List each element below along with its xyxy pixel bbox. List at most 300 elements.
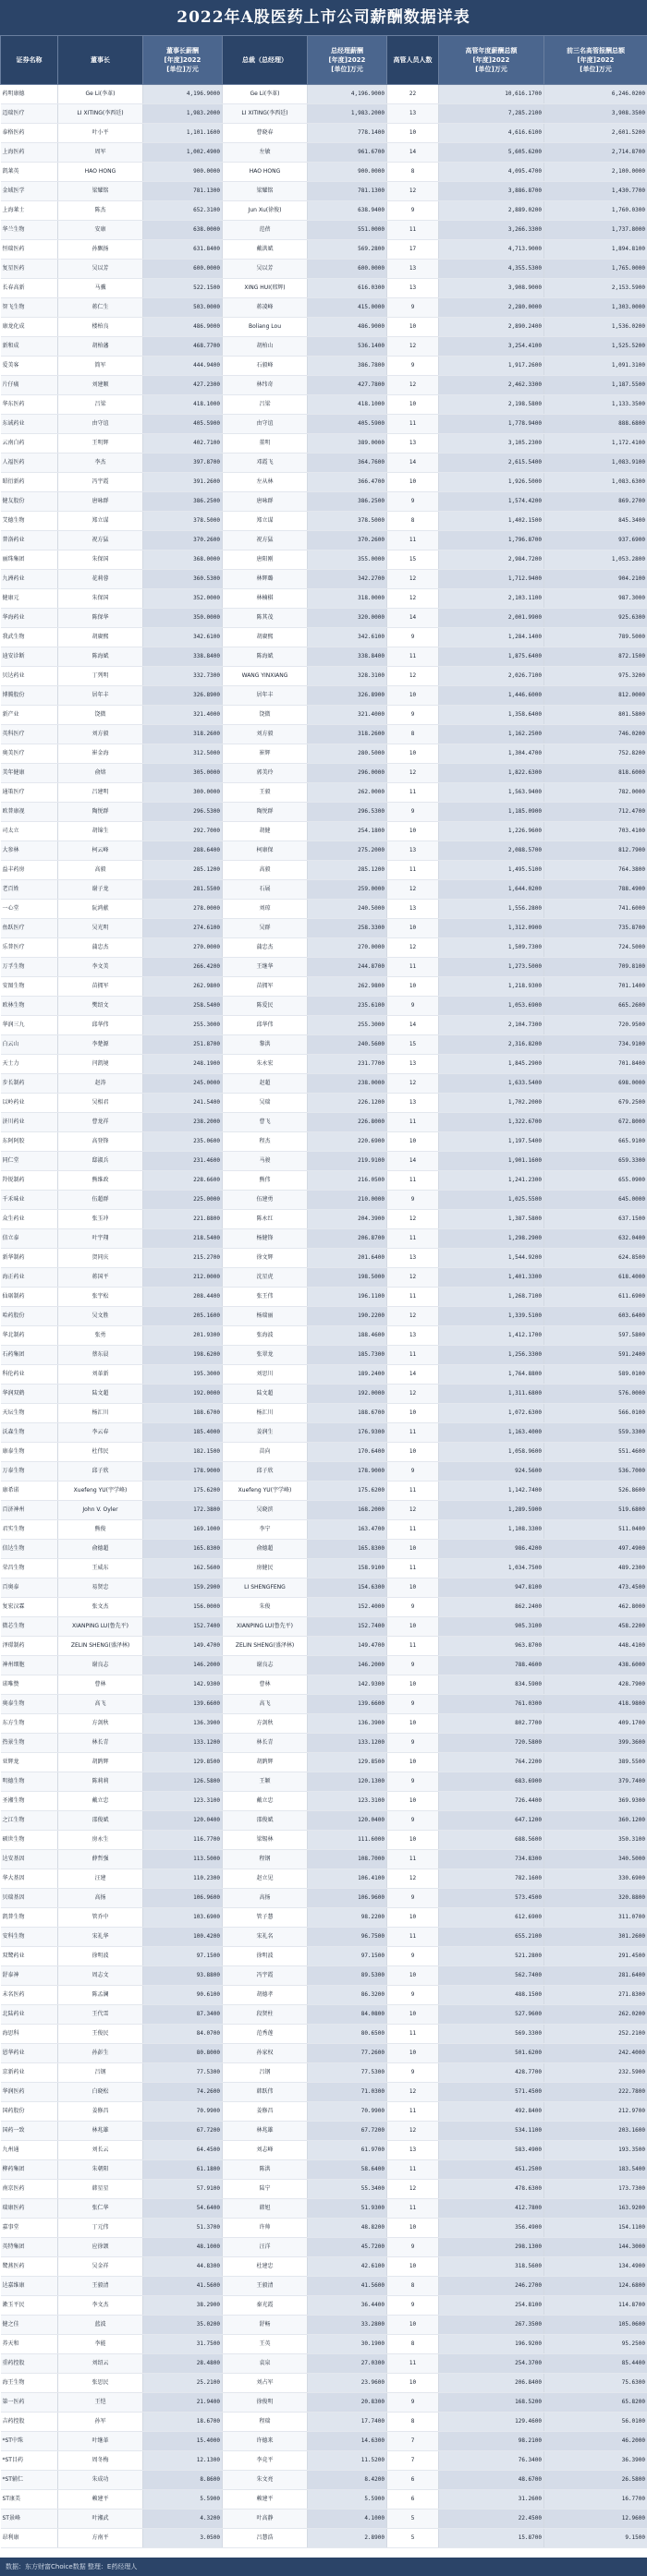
- table-cell: 信达生物: [1, 1540, 58, 1559]
- table-cell: 科伦药业: [1, 1365, 58, 1385]
- table-cell: 12: [387, 667, 439, 686]
- table-cell: 133.1200: [143, 1734, 223, 1753]
- table-cell: 11: [387, 1423, 439, 1443]
- table-cell: 哈药股份: [1, 1307, 58, 1326]
- table-cell: 王威东: [58, 1559, 143, 1578]
- table-cell: 448.4100: [544, 1637, 647, 1656]
- table-cell: 1,218.9300: [439, 977, 544, 997]
- table-cell: 林兆雄: [223, 2122, 308, 2141]
- table-cell: 高登锋: [58, 1132, 143, 1152]
- table-row: [1, 337, 647, 357]
- table-cell: 318.2600: [143, 725, 223, 744]
- table-row: [1, 2354, 647, 2374]
- table-cell: 薛哲强: [58, 1850, 143, 1869]
- table-cell: 南京医药: [1, 2180, 58, 2199]
- table-cell: 刘长云: [58, 2141, 143, 2160]
- table-cell: 林纬奇: [223, 376, 308, 395]
- table-cell: 106.4100: [308, 1869, 387, 1889]
- table-cell: 东方生物: [1, 1714, 58, 1734]
- table-row: [1, 395, 647, 415]
- table-cell: 139.6600: [308, 1695, 387, 1714]
- table-cell: 281.6400: [544, 1966, 647, 1986]
- table-row: [1, 221, 647, 240]
- table-cell: 10: [387, 919, 439, 938]
- table-cell: 王毅清: [58, 2277, 143, 2296]
- table-cell: 沃森生物: [1, 1423, 58, 1443]
- table-cell: 551.0000: [308, 221, 387, 240]
- table-cell: 569.2800: [308, 240, 387, 260]
- table-cell: 142.9300: [143, 1675, 223, 1695]
- table-cell: 凯普生物: [1, 1908, 58, 1928]
- table-cell: 10,616.1700: [439, 85, 544, 104]
- table-cell: 2,890.2400: [439, 318, 544, 337]
- table-cell: 吴以芳: [223, 260, 308, 279]
- table-cell: 达嘉维康: [1, 2277, 58, 2296]
- table-cell: 马骏: [223, 1152, 308, 1171]
- table-cell: 4,196.9000: [143, 85, 223, 104]
- table-cell: 我武生物: [1, 628, 58, 647]
- table-cell: 176.9300: [308, 1423, 387, 1443]
- table-cell: 1,025.5500: [439, 1191, 544, 1210]
- table-row: [1, 434, 647, 454]
- table-cell: 93.8800: [143, 1966, 223, 1986]
- table-cell: 142.9300: [308, 1675, 387, 1695]
- table-cell: 张思民: [58, 2374, 143, 2393]
- table-row: [1, 1559, 647, 1578]
- table-cell: 13: [387, 1249, 439, 1268]
- table-cell: 徐明波: [223, 1947, 308, 1966]
- table-cell: 王英: [223, 2335, 308, 2354]
- table-cell: 第一医药: [1, 2393, 58, 2413]
- table-cell: 百济神州: [1, 1501, 58, 1520]
- table-row: [1, 2025, 647, 2044]
- table-cell: 热景生物: [1, 1734, 58, 1753]
- table-cell: 752.8200: [544, 744, 647, 764]
- table-row: [1, 2277, 647, 2296]
- table-cell: 之江生物: [1, 1811, 58, 1831]
- table-cell: 3,886.8700: [439, 182, 544, 201]
- table-cell: 谢良志: [223, 1656, 308, 1675]
- table-row: [1, 2180, 647, 2199]
- table-cell: 862.2400: [439, 1598, 544, 1617]
- table-cell: 734.8300: [439, 1850, 544, 1869]
- table-cell: 11: [387, 1113, 439, 1132]
- table-cell: 刘占军: [223, 2374, 308, 2393]
- table-row: [1, 357, 647, 376]
- table-cell: 781.1300: [143, 182, 223, 201]
- table-cell: 11: [387, 861, 439, 880]
- table-cell: 熊伟: [223, 1171, 308, 1191]
- table-cell: 1,273.5000: [439, 958, 544, 977]
- table-cell: 梁耀铭: [58, 182, 143, 201]
- table-cell: 986.4200: [439, 1540, 544, 1559]
- table-cell: 305.0000: [143, 764, 223, 783]
- table-cell: 11: [387, 1520, 439, 1540]
- table-cell: 262.9800: [143, 977, 223, 997]
- table-cell: WANG YINXIANG: [223, 667, 308, 686]
- table-row: [1, 318, 647, 337]
- table-cell: 10: [387, 744, 439, 764]
- table-row: [1, 2044, 647, 2063]
- table-cell: 王恺: [58, 2393, 143, 2413]
- table-cell: 恩华药业: [1, 2044, 58, 2063]
- table-cell: 318.0000: [308, 589, 387, 609]
- table-cell: 俞德超: [223, 1540, 308, 1559]
- table-row: [1, 2122, 647, 2141]
- table-cell: 65.8200: [544, 2393, 647, 2413]
- table-cell: 凯莱英: [1, 163, 58, 182]
- table-cell: 741.6000: [544, 900, 647, 919]
- table-row: [1, 104, 647, 124]
- table-cell: 高飞: [58, 1695, 143, 1714]
- table-cell: 9: [387, 628, 439, 647]
- table-cell: 218.5400: [143, 1229, 223, 1249]
- table-cell: 80.6500: [308, 2025, 387, 2044]
- table-cell: *ST目药: [1, 2451, 58, 2471]
- table-cell: 赵超: [223, 1074, 308, 1094]
- table-cell: 326.8900: [308, 686, 387, 706]
- table-cell: 342.2700: [308, 570, 387, 589]
- table-row: [1, 1288, 647, 1307]
- table-cell: 123.3100: [308, 1792, 387, 1811]
- table-cell: 朱成功: [58, 2471, 143, 2490]
- table-cell: 462.8000: [544, 1598, 647, 1617]
- table-cell: 13: [387, 260, 439, 279]
- table-cell: 672.8000: [544, 1113, 647, 1132]
- table-cell: 1,298.2900: [439, 1229, 544, 1249]
- table-cell: 1,702.2000: [439, 1094, 544, 1113]
- table-cell: 王毅: [223, 783, 308, 803]
- table-cell: 2,100.0000: [544, 163, 647, 182]
- table-cell: 963.8700: [439, 1637, 544, 1656]
- table-cell: 阮鸿献: [58, 900, 143, 919]
- table-cell: 291.4500: [544, 1947, 647, 1966]
- table-cell: 175.6200: [143, 1482, 223, 1501]
- table-cell: 616.0300: [308, 279, 387, 298]
- table-cell: 3,908.9000: [439, 279, 544, 298]
- table-cell: 5: [387, 2509, 439, 2529]
- table-cell: 262.9800: [308, 977, 387, 997]
- table-cell: 10: [387, 2374, 439, 2393]
- table-cell: 刘志峰: [223, 2141, 308, 2160]
- table-cell: ST景峰: [1, 2509, 58, 2529]
- table-cell: 20.8300: [308, 2393, 387, 2413]
- table-cell: 2,088.5700: [439, 841, 544, 861]
- table-cell: 418.9800: [544, 1695, 647, 1714]
- table-row: [1, 163, 647, 182]
- table-row: [1, 2374, 647, 2393]
- table-cell: 2,026.7100: [439, 667, 544, 686]
- table-cell: 1,644.0200: [439, 880, 544, 900]
- table-cell: 袁泉: [223, 2354, 308, 2374]
- table-cell: 邵俊斌: [58, 1811, 143, 1831]
- table-cell: 221.8800: [143, 1210, 223, 1229]
- table-row: [1, 1423, 647, 1443]
- table-cell: 复宏汉霖: [1, 1598, 58, 1617]
- table-cell: 48.6700: [439, 2471, 544, 2490]
- table-cell: 李文美: [58, 958, 143, 977]
- table-cell: 刘绍云: [58, 2354, 143, 2374]
- table-cell: 10: [387, 1753, 439, 1772]
- table-cell: 居年丰: [223, 686, 308, 706]
- table-cell: 12: [387, 1074, 439, 1094]
- table-cell: 曹林: [223, 1675, 308, 1695]
- table-cell: 56.0100: [544, 2413, 647, 2432]
- table-cell: 10: [387, 2044, 439, 2063]
- table-cell: 蒋仁生: [58, 298, 143, 318]
- table-cell: 叶高静: [223, 2509, 308, 2529]
- table-cell: 沈星虎: [223, 1268, 308, 1288]
- table-cell: 10: [387, 1578, 439, 1598]
- table-cell: 戴洪斌: [223, 240, 308, 260]
- table-cell: 胡柏山: [223, 337, 308, 357]
- table-cell: 1,917.2600: [439, 357, 544, 376]
- table-cell: 182.1500: [143, 1443, 223, 1462]
- table-cell: 吴群: [223, 919, 308, 938]
- table-cell: 孙飘扬: [58, 240, 143, 260]
- column-header: 前三名高管报酬总额 [年度]2022 [单位]万元: [544, 36, 647, 85]
- table-cell: 215.2700: [143, 1249, 223, 1268]
- table-cell: 478.6300: [439, 2180, 544, 2199]
- table-cell: 10: [387, 1540, 439, 1559]
- table-cell: 11: [387, 531, 439, 550]
- column-header: 高管人员人数: [387, 36, 439, 85]
- table-cell: 司太立: [1, 822, 58, 841]
- table-cell: 300.0000: [143, 783, 223, 803]
- table-row: [1, 1986, 647, 2005]
- table-cell: 389.5500: [544, 1753, 647, 1772]
- table-cell: 长春高新: [1, 279, 58, 298]
- table-cell: 管乔中: [58, 1908, 143, 1928]
- table-cell: 新和成: [1, 337, 58, 357]
- table-cell: 28.4800: [143, 2354, 223, 2374]
- table-cell: 113.5000: [143, 1850, 223, 1869]
- table-cell: 720.5800: [439, 1734, 544, 1753]
- table-cell: 九洲药业: [1, 570, 58, 589]
- table-cell: 苗拥军: [223, 977, 308, 997]
- table-cell: 9: [387, 1772, 439, 1792]
- table-cell: 444.9400: [143, 357, 223, 376]
- table-cell: 356.4900: [439, 2219, 544, 2238]
- table-cell: 238.2000: [143, 1113, 223, 1132]
- table-cell: 397.8700: [143, 454, 223, 473]
- table-cell: 张王伟: [223, 1288, 308, 1307]
- table-cell: 养天和: [1, 2335, 58, 2354]
- table-cell: 631.8400: [143, 240, 223, 260]
- table-cell: 11: [387, 2025, 439, 2044]
- table-cell: 659.3300: [544, 1152, 647, 1171]
- table-cell: 邱华伟: [223, 1016, 308, 1035]
- table-cell: 12: [387, 880, 439, 900]
- table-row: [1, 1074, 647, 1094]
- table-cell: 健友股份: [1, 492, 58, 512]
- table-cell: 花莉蓉: [58, 570, 143, 589]
- table-cell: 易贤忠: [58, 1578, 143, 1598]
- table-cell: 7: [387, 2432, 439, 2451]
- table-row: [1, 550, 647, 570]
- table-row: [1, 1772, 647, 1792]
- table-cell: 徐明波: [58, 1947, 143, 1966]
- table-cell: 42.6100: [308, 2257, 387, 2277]
- table-cell: 嘉事堂: [1, 2219, 58, 2238]
- table-cell: 步长制药: [1, 1074, 58, 1094]
- table-cell: 范蓓: [223, 221, 308, 240]
- table-cell: 张海波: [223, 1326, 308, 1346]
- table-cell: 吴晓滨: [223, 1501, 308, 1520]
- table-row: [1, 1035, 647, 1055]
- table-cell: 6: [387, 2471, 439, 2490]
- table-cell: 李云春: [58, 1423, 143, 1443]
- table-row: [1, 2432, 647, 2451]
- table-cell: 应徐颉: [58, 2238, 143, 2257]
- table-cell: 386.2500: [308, 492, 387, 512]
- table-cell: 818.6000: [544, 764, 647, 783]
- table-cell: 338.8400: [308, 647, 387, 667]
- table-cell: 陈海斌: [223, 647, 308, 667]
- table-cell: 11: [387, 2102, 439, 2122]
- table-cell: 朱文亮: [223, 2471, 308, 2490]
- table-cell: 503.0000: [143, 298, 223, 318]
- table-cell: 陈永红: [223, 1210, 308, 1229]
- table-cell: 吕钢: [223, 2063, 308, 2083]
- table-cell: 712.4700: [544, 803, 647, 822]
- table-row: [1, 1482, 647, 1501]
- table-cell: 12.9600: [544, 2509, 647, 2529]
- table-cell: 45.7200: [308, 2238, 387, 2257]
- table-cell: 573.4500: [439, 1889, 544, 1908]
- table-cell: 12: [387, 1268, 439, 1288]
- table-cell: 方南平: [58, 2529, 143, 2548]
- table-cell: 智飞生物: [1, 298, 58, 318]
- table-cell: 41.5600: [308, 2277, 387, 2296]
- table-cell: 11: [387, 958, 439, 977]
- table-cell: 163.4700: [308, 1520, 387, 1540]
- table-cell: 301.2600: [544, 1928, 647, 1947]
- table-cell: 片仔癀: [1, 376, 58, 395]
- table-cell: 熊维政: [58, 1171, 143, 1191]
- table-cell: 665.2600: [544, 997, 647, 1016]
- table-cell: 石展: [223, 880, 308, 900]
- table-cell: 陈其茂: [223, 609, 308, 628]
- table-cell: 蔡东晨: [58, 1346, 143, 1365]
- table-cell: *ST中珠: [1, 2432, 58, 2451]
- table-cell: 244.8700: [308, 958, 387, 977]
- table-cell: 白云山: [1, 1035, 58, 1055]
- table-cell: 298.1300: [439, 2238, 544, 2257]
- table-cell: 782.0000: [544, 783, 647, 803]
- table-cell: 11: [387, 647, 439, 667]
- table-cell: 华东医药: [1, 395, 58, 415]
- table-row: [1, 1171, 647, 1191]
- table-cell: 胡柏藩: [58, 337, 143, 357]
- table-cell: 11: [387, 1288, 439, 1307]
- table-cell: 9.1500: [544, 2529, 647, 2548]
- table-cell: 149.4700: [143, 1637, 223, 1656]
- table-cell: 王继华: [223, 958, 308, 977]
- table-cell: 崔辉: [223, 744, 308, 764]
- table-cell: 589.0100: [544, 1365, 647, 1385]
- table-cell: 162.5600: [143, 1559, 223, 1578]
- table-cell: 云南白药: [1, 434, 58, 454]
- table-cell: 方剑秋: [58, 1714, 143, 1734]
- table-cell: 163.9200: [544, 2199, 647, 2219]
- table-cell: 孙家权: [223, 2044, 308, 2063]
- table-cell: 569.3300: [439, 2025, 544, 2044]
- table-row: [1, 260, 647, 279]
- table-cell: 华润双鹤: [1, 1385, 58, 1404]
- table-cell: 812.7900: [544, 841, 647, 861]
- table-cell: 梁锡林: [223, 1831, 308, 1850]
- table-cell: 同仁堂: [1, 1152, 58, 1171]
- table-cell: 188.6700: [143, 1404, 223, 1423]
- table-cell: 216.0500: [308, 1171, 387, 1191]
- table-header: [1, 36, 647, 85]
- table-cell: 701.8400: [544, 1055, 647, 1074]
- table-cell: 834.5900: [439, 1675, 544, 1695]
- table-cell: 12: [387, 1307, 439, 1326]
- column-header: 高管年度薪酬总额 [年度]2022 [单位]万元: [439, 36, 544, 85]
- table-cell: Xuefeng YU(宇学峰): [223, 1482, 308, 1501]
- table-cell: 唐阳刚: [223, 550, 308, 570]
- table-cell: 378.5000: [308, 512, 387, 531]
- table-cell: 神州细胞: [1, 1656, 58, 1675]
- table-cell: 唐咏群: [58, 492, 143, 512]
- table-cell: 225.0000: [143, 1191, 223, 1210]
- table-cell: 瑞康医药: [1, 2199, 58, 2219]
- table-cell: 安图生物: [1, 977, 58, 997]
- table-cell: 185.4000: [143, 1423, 223, 1443]
- table-cell: 陈海斌: [58, 647, 143, 667]
- table-row: [1, 1714, 647, 1734]
- table-row: [1, 667, 647, 686]
- table-cell: 80.8000: [143, 2044, 223, 2063]
- table-cell: 366.4700: [308, 473, 387, 492]
- table-cell: 97.1500: [308, 1947, 387, 1966]
- table-cell: 13: [387, 2141, 439, 2160]
- table-cell: 一心堂: [1, 900, 58, 919]
- table-cell: 370.2600: [143, 531, 223, 550]
- table-row: [1, 1152, 647, 1171]
- table-cell: 朱永宏: [223, 1055, 308, 1074]
- table-cell: 48.8200: [308, 2219, 387, 2238]
- table-cell: 17: [387, 240, 439, 260]
- table-cell: 李楚源: [58, 1035, 143, 1055]
- table-row: [1, 376, 647, 395]
- table-cell: 京新药业: [1, 2063, 58, 2083]
- table-cell: 金域医学: [1, 182, 58, 201]
- table-cell: 637.1500: [544, 1210, 647, 1229]
- table-cell: 胡鹍辉: [58, 1753, 143, 1772]
- table-cell: 90.6100: [143, 1986, 223, 2005]
- table-cell: 246.2700: [439, 2277, 544, 2296]
- table-cell: 杨瑞丽: [223, 1307, 308, 1326]
- table-cell: 77.2600: [308, 2044, 387, 2063]
- table-cell: 舒泰神: [1, 1966, 58, 1986]
- table-row: [1, 783, 647, 803]
- table-cell: 386.7800: [308, 357, 387, 376]
- table-row: [1, 647, 647, 667]
- table-cell: 张勇: [58, 1326, 143, 1346]
- table-cell: 秦光霞: [223, 2296, 308, 2316]
- table-cell: 206.8700: [308, 1229, 387, 1249]
- table-cell: 胡赓熙: [58, 628, 143, 647]
- table-cell: 11: [387, 2160, 439, 2180]
- table-cell: 655.2100: [439, 1928, 544, 1947]
- table-cell: 1,894.8100: [544, 240, 647, 260]
- table-cell: 11: [387, 1559, 439, 1578]
- table-cell: 205.1600: [143, 1307, 223, 1326]
- table-row: [1, 1540, 647, 1559]
